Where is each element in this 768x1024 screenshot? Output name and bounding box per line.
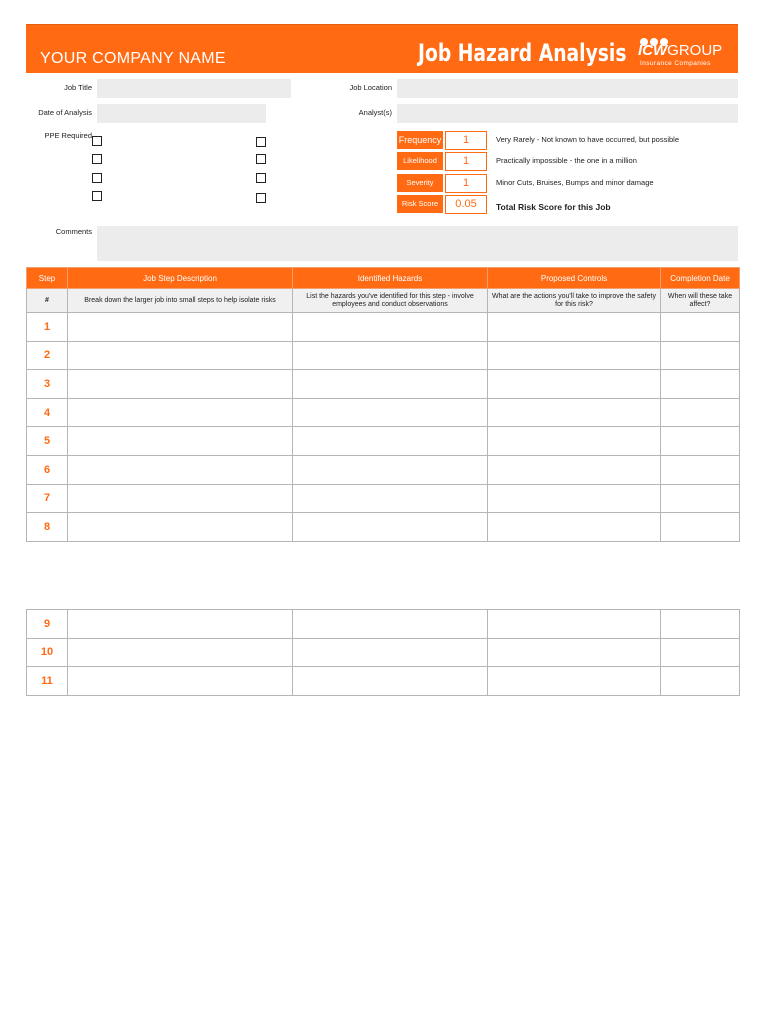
identified-hazards-cell[interactable] bbox=[293, 513, 488, 542]
proposed-controls-hint: What are the actions you'll take to improve the safety for this risk? bbox=[488, 289, 661, 313]
identified-hazards-cell[interactable] bbox=[293, 455, 488, 484]
likelihood-label: Likelihood bbox=[397, 152, 443, 170]
identified-hazards-cell[interactable] bbox=[293, 341, 488, 370]
step-number: 4 bbox=[27, 398, 68, 427]
ppe-checkbox[interactable] bbox=[256, 137, 266, 147]
ppe-checkbox[interactable] bbox=[92, 136, 102, 146]
job-step-description-cell[interactable] bbox=[68, 370, 293, 399]
job-step-description-cell[interactable] bbox=[68, 667, 293, 696]
company-name: YOUR COMPANY NAME bbox=[40, 50, 226, 67]
completion-date-hint: When will these take affect? bbox=[661, 289, 740, 313]
identified-hazards-cell[interactable] bbox=[293, 370, 488, 399]
frequency-description: Very Rarely - Not known to have occurred, but possible bbox=[496, 135, 680, 144]
completion-date-cell[interactable] bbox=[661, 484, 740, 513]
step-subheader: # bbox=[27, 289, 68, 313]
risk-score-label: Risk Score bbox=[397, 195, 443, 213]
table-row bbox=[27, 341, 740, 370]
page-title: Job Hazard Analysis bbox=[418, 39, 627, 67]
job-step-description-cell[interactable] bbox=[68, 341, 293, 370]
step-number: 2 bbox=[27, 341, 68, 370]
proposed-controls-cell[interactable] bbox=[488, 427, 661, 456]
job-step-description-cell[interactable] bbox=[68, 455, 293, 484]
proposed-controls-header: Proposed Controls bbox=[488, 268, 661, 289]
completion-date-header: Completion Date bbox=[661, 268, 740, 289]
completion-date-cell[interactable] bbox=[661, 513, 740, 542]
proposed-controls-cell[interactable] bbox=[488, 610, 661, 639]
job-step-description-cell[interactable] bbox=[68, 313, 293, 342]
ppe-checkbox[interactable] bbox=[92, 173, 102, 183]
frequency-label: Frequency bbox=[397, 131, 443, 149]
completion-date-cell[interactable] bbox=[661, 610, 740, 639]
table-row bbox=[27, 427, 740, 456]
proposed-controls-cell[interactable] bbox=[488, 398, 661, 427]
table-row bbox=[27, 370, 740, 399]
date-of-analysis-field[interactable] bbox=[97, 104, 266, 123]
job-step-description-cell[interactable] bbox=[68, 427, 293, 456]
analysts-field[interactable] bbox=[397, 104, 738, 123]
table-row bbox=[27, 638, 740, 667]
job-step-description-cell[interactable] bbox=[68, 638, 293, 667]
step-number: 6 bbox=[27, 455, 68, 484]
completion-date-cell[interactable] bbox=[661, 313, 740, 342]
proposed-controls-cell[interactable] bbox=[488, 667, 661, 696]
severity-description: Minor Cuts, Bruises, Bumps and minor damage bbox=[496, 178, 654, 187]
logo-subtitle: Insurance Companies bbox=[640, 60, 711, 67]
step-number: 7 bbox=[27, 484, 68, 513]
proposed-controls-cell[interactable] bbox=[488, 313, 661, 342]
job-location-field[interactable] bbox=[397, 79, 738, 98]
severity-value[interactable]: 1 bbox=[445, 174, 487, 193]
job-title-field[interactable] bbox=[97, 79, 291, 98]
identified-hazards-header: Identified Hazards bbox=[293, 268, 488, 289]
table-row bbox=[27, 455, 740, 484]
risk-score-value: 0.05 bbox=[445, 195, 487, 214]
likelihood-description: Practically impossible - the one in a million bbox=[496, 156, 637, 165]
completion-date-cell[interactable] bbox=[661, 455, 740, 484]
job-steps-table bbox=[26, 267, 740, 542]
header-band bbox=[26, 24, 738, 73]
step-number: 9 bbox=[27, 610, 68, 639]
proposed-controls-cell[interactable] bbox=[488, 638, 661, 667]
job-step-description-cell[interactable] bbox=[68, 398, 293, 427]
step-number: 11 bbox=[27, 667, 68, 696]
identified-hazards-cell[interactable] bbox=[293, 610, 488, 639]
job-location-label: Job Location bbox=[349, 83, 392, 92]
severity-label: Severity bbox=[397, 174, 443, 192]
identified-hazards-cell[interactable] bbox=[293, 313, 488, 342]
comments-label: Comments bbox=[55, 227, 92, 236]
logo-wordmark: ICWGROUP bbox=[638, 42, 723, 59]
step-number: 5 bbox=[27, 427, 68, 456]
step-number: 8 bbox=[27, 513, 68, 542]
table-row bbox=[27, 313, 740, 342]
completion-date-cell[interactable] bbox=[661, 427, 740, 456]
ppe-checkbox[interactable] bbox=[92, 154, 102, 164]
step-number: 3 bbox=[27, 370, 68, 399]
ppe-checkbox[interactable] bbox=[256, 193, 266, 203]
date-of-analysis-label: Date of Analysis bbox=[38, 108, 92, 117]
job-step-description-cell[interactable] bbox=[68, 610, 293, 639]
completion-date-cell[interactable] bbox=[661, 667, 740, 696]
completion-date-cell[interactable] bbox=[661, 398, 740, 427]
job-step-description-cell[interactable] bbox=[68, 484, 293, 513]
ppe-required-label: PPE Required bbox=[44, 131, 92, 140]
job-step-description-hint: Break down the larger job into small steps to help isolate risks bbox=[68, 289, 293, 313]
step-number: 1 bbox=[27, 313, 68, 342]
risk-score-description: Total Risk Score for this Job bbox=[496, 202, 611, 212]
table-row bbox=[27, 513, 740, 542]
table-row bbox=[27, 610, 740, 639]
table-row bbox=[27, 398, 740, 427]
ppe-checkbox[interactable] bbox=[92, 191, 102, 201]
ppe-checkbox[interactable] bbox=[256, 154, 266, 164]
identified-hazards-hint: List the hazards you've identified for this step - involve employees and conduct observations bbox=[293, 289, 488, 313]
identified-hazards-cell[interactable] bbox=[293, 638, 488, 667]
likelihood-value[interactable]: 1 bbox=[445, 152, 487, 171]
identified-hazards-cell[interactable] bbox=[293, 667, 488, 696]
proposed-controls-cell[interactable] bbox=[488, 513, 661, 542]
completion-date-cell[interactable] bbox=[661, 370, 740, 399]
step-header: Step bbox=[27, 268, 68, 289]
step-number: 10 bbox=[27, 638, 68, 667]
proposed-controls-cell[interactable] bbox=[488, 484, 661, 513]
frequency-value[interactable]: 1 bbox=[445, 131, 487, 150]
analysts-label: Analyst(s) bbox=[358, 108, 392, 117]
table-row bbox=[27, 667, 740, 696]
identified-hazards-cell[interactable] bbox=[293, 398, 488, 427]
identified-hazards-cell[interactable] bbox=[293, 484, 488, 513]
job-steps-continued-table bbox=[26, 609, 740, 696]
proposed-controls-cell[interactable] bbox=[488, 370, 661, 399]
company-logo bbox=[638, 33, 734, 69]
job-step-description-header: Job Step Description bbox=[68, 268, 293, 289]
ppe-checkbox[interactable] bbox=[256, 173, 266, 183]
table-row bbox=[27, 484, 740, 513]
proposed-controls-cell[interactable] bbox=[488, 341, 661, 370]
job-title-label: Job Title bbox=[64, 83, 92, 92]
comments-field[interactable] bbox=[97, 226, 738, 261]
completion-date-cell[interactable] bbox=[661, 341, 740, 370]
completion-date-cell[interactable] bbox=[661, 638, 740, 667]
job-step-description-cell[interactable] bbox=[68, 513, 293, 542]
identified-hazards-cell[interactable] bbox=[293, 427, 488, 456]
proposed-controls-cell[interactable] bbox=[488, 455, 661, 484]
logo-dots-icon bbox=[640, 33, 670, 42]
